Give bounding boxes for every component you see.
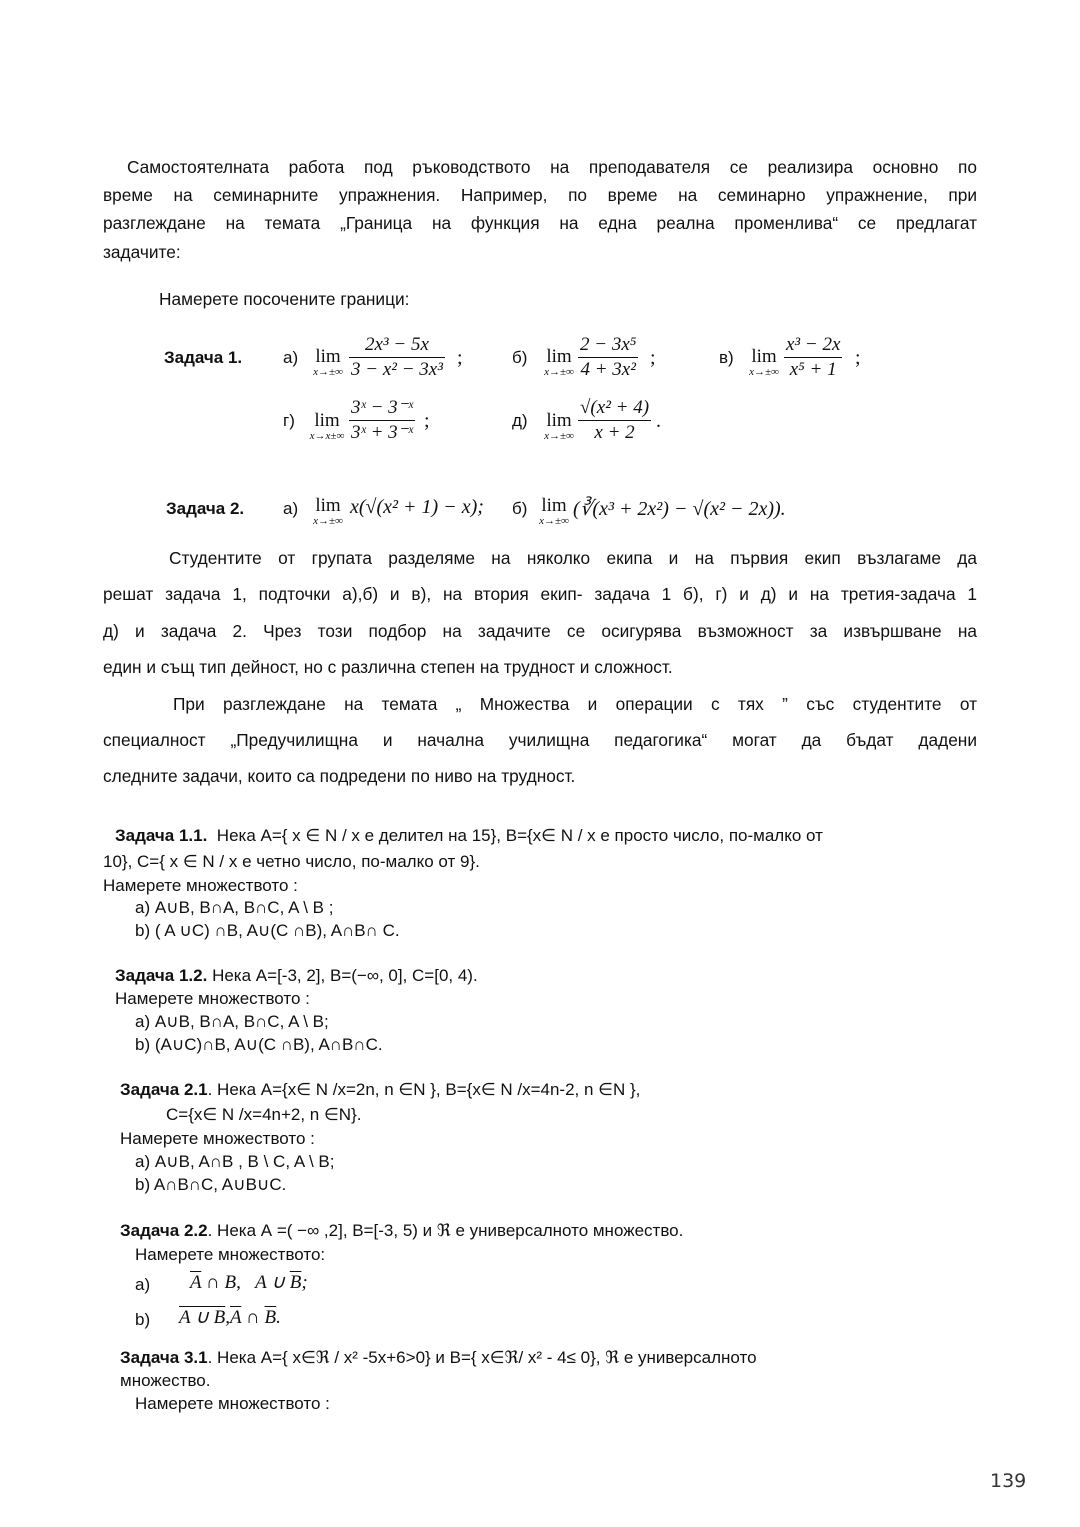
task-1-1-a: а) A∪B, B∩A, B∩C, A \ B ; bbox=[135, 898, 334, 917]
limit-operator: lim x→x±∞ bbox=[309, 410, 345, 442]
task-1-1-b: b) ( A ∪C) ∩B, A∪(C ∩B), A∩B∩ C. bbox=[135, 921, 400, 940]
task1-d-fraction: $\frac{\text{√(x² + 4)}}{x + 2}$ bbox=[580, 397, 650, 443]
task-1-2-a: а) A∪B, B∩A, B∩C, A \ B; bbox=[135, 1012, 329, 1031]
task1-g-label: г) bbox=[283, 411, 295, 430]
sets-intro-line-3: следните задачи, които са подредени по ниво на трудност. bbox=[103, 766, 576, 786]
intro-line-4: задачите: bbox=[103, 242, 181, 262]
task1-a-fraction: $\frac{\text{2x³ − 5x}}{\text{3 − x² − 3x³}}$ bbox=[351, 334, 443, 380]
task1-label: Задача 1. bbox=[164, 348, 243, 367]
limit-operator: lim x→±∞ bbox=[544, 410, 574, 442]
task-3-1-line2: множество. bbox=[120, 1371, 211, 1390]
find-limits-heading: Намерете посочените граници: bbox=[159, 289, 410, 309]
teams-line-3: д) и задача 2. Чрез този подбор на задачите се осигурява възможност за извършване на bbox=[103, 621, 977, 641]
separator: ; bbox=[457, 347, 463, 369]
limit-operator: lim x→±∞ bbox=[544, 346, 574, 378]
task1-b-fraction: $\frac{\text{2 − 3x⁵}}{\text{4 + 3x²}}$ bbox=[580, 334, 637, 380]
task-2-2: Задача 2.2. Нека А =( −∞ ,2], В=[-3, 5) и ℜ е универсалното множество. bbox=[120, 1221, 684, 1240]
find-set-label: Намерете множеството : bbox=[135, 1394, 330, 1413]
task2-a-label: а) bbox=[283, 499, 299, 518]
task2-b-expression: (∛(x³ + 2x²) − √(x² − 2x)). bbox=[573, 498, 786, 520]
task1-a-label: а) bbox=[283, 348, 299, 367]
separator: ; bbox=[855, 347, 861, 369]
intro-line-3: разглеждане на темата „Граница на функция на една реална променлива“ се предлагат bbox=[103, 213, 977, 233]
task-1-2: Задача 1.2. Нека А=[-3, 2], В=(−∞, 0], С=[0, 4). bbox=[115, 966, 478, 985]
task-2-2-b-label: b) bbox=[135, 1310, 151, 1329]
task-2-2-b-expr: A ∪ $B,\overline{A}$ ∩ $\overline{B}$. bbox=[179, 1307, 281, 1328]
task2-a-expression: x(√(x² + 1) − x); bbox=[350, 496, 484, 518]
task-2-2-a-expr: $\overline{A}$ ∩ B, A ∪ $\overline{B}$; bbox=[190, 1272, 308, 1293]
task1-v-fraction: $\frac{\text{x³ − 2x}}{\text{x⁵ + 1}}$ bbox=[786, 334, 841, 380]
task-3-1: Задача 3.1. Нека А={ x∈ℜ / x² -5x+6>0} и В={ x∈ℜ/ x² - 4≤ 0}, ℜ е универсалното bbox=[120, 1348, 757, 1367]
task2-label: Задача 2. bbox=[166, 499, 245, 518]
sets-intro-line-2: специалност „Предучилищна и начална училищна педагогика“ могат да бъдат дадени bbox=[103, 730, 977, 750]
teams-line-1: Студентите от групата разделяме на няколко екипа и на първия екип възлагаме да bbox=[169, 548, 977, 568]
task-2-1-b: b) A∩B∩C, A∪B∪C. bbox=[135, 1175, 287, 1194]
task-2-1-line2: С={x∈ N /x=4n+2, n ∈N}. bbox=[166, 1105, 362, 1124]
intro-line-2: време на семинарните упражнения. Например, по време на семинарно упражнение, при bbox=[103, 185, 977, 205]
separator: ; bbox=[650, 347, 656, 369]
find-set-label: Намерете множеството: bbox=[135, 1245, 326, 1264]
task1-d-label: д) bbox=[512, 411, 528, 430]
task-1-1: Задача 1.1. Нека А={ x ∈ N / x е делител на 15}, В={x∈ N / x е просто число, по-малко от bbox=[115, 826, 823, 845]
task1-v-label: в) bbox=[719, 348, 734, 367]
teams-line-4: един и същ тип дейност, но с различна степен на трудност и сложност. bbox=[103, 657, 673, 677]
task1-b-label: б) bbox=[512, 348, 528, 367]
task1-g-fraction: $\frac{\text{3ˣ − 3⁻ˣ}}{\text{3ˣ + 3⁻ˣ}}$ bbox=[351, 397, 414, 443]
find-set-label: Намерете множеството : bbox=[120, 1129, 315, 1148]
task-2-2-a-label: а) bbox=[135, 1275, 151, 1294]
task-2-1: Задача 2.1. Нека А={x∈ N /x=2n, n ∈N }, В={x∈ N /x=4n-2, n ∈N }, bbox=[120, 1080, 641, 1099]
task2-b-label: б) bbox=[512, 499, 528, 518]
separator: ; bbox=[424, 410, 430, 432]
find-set-label: Намерете множеството : bbox=[115, 989, 310, 1008]
limit-operator: lim x→±∞ bbox=[313, 346, 343, 378]
limit-operator: lim x→±∞ bbox=[313, 495, 343, 527]
separator: . bbox=[656, 410, 661, 432]
task-1-2-b: b) (A∪C)∩B, A∪(C ∩B), A∩B∩C. bbox=[135, 1035, 383, 1054]
page-number: 139 bbox=[990, 1470, 1027, 1492]
sets-intro-line-1: При разглеждане на темата „ Множества и операции с тях ” със студентите от bbox=[173, 694, 977, 714]
intro-line-1: Самостоятелната работа под ръководството на преподавателя се реализира основно по bbox=[127, 157, 977, 177]
teams-line-2: решат задача 1, подточки а),б) и в), на втория екип- задача 1 б), г) и д) и на третия-задача 1 bbox=[103, 584, 977, 604]
task-1-1-line2: 10}, С={ x ∈ N / x е четно число, по-малко от 9}. bbox=[103, 852, 480, 871]
limit-operator: lim x→±∞ bbox=[749, 346, 779, 378]
limit-operator: lim x→±∞ bbox=[539, 495, 569, 527]
find-set-label: Намерете множеството : bbox=[103, 876, 298, 895]
task-2-1-a: а) A∪B, A∩B , B \ C, A \ B; bbox=[135, 1152, 335, 1171]
